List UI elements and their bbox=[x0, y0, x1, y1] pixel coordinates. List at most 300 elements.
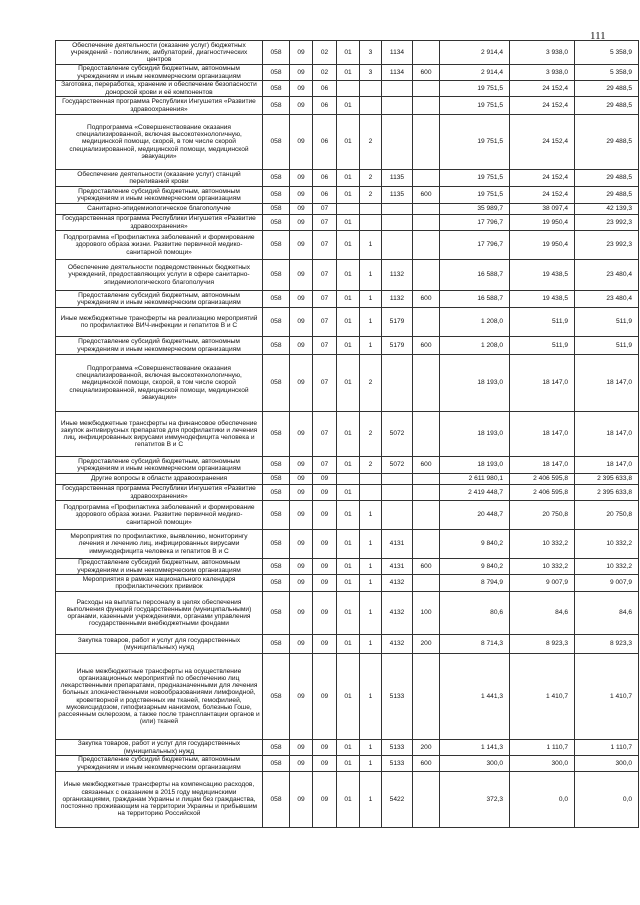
code-cell: 06 bbox=[313, 170, 337, 187]
row-name: Обеспечение деятельности подведомственных бюджетных учреждений, предоставляющих услуги в сфере санитарно-эпидемиологического благополучия bbox=[56, 260, 263, 291]
amount-cell: 2 395 633,8 bbox=[575, 474, 639, 485]
table-row bbox=[56, 592, 639, 635]
code-cell: 1 bbox=[360, 772, 382, 828]
code-cell: 01 bbox=[337, 308, 360, 337]
code-cell: 058 bbox=[263, 756, 290, 772]
amount-cell: 8 923,3 bbox=[510, 635, 575, 654]
row-name: Предоставление субсидий бюджетным, автономным учреждениям и иным некоммерческим организациям bbox=[56, 291, 263, 308]
amount-cell: 0,0 bbox=[510, 772, 575, 828]
amount-cell: 300,0 bbox=[510, 756, 575, 772]
code-cell: 09 bbox=[313, 740, 337, 756]
code-cell: 1 bbox=[360, 260, 382, 291]
row-name: Подпрограмма «Профилактика заболеваний и формирование здорового образа жизни. Развитие первичной медико-санитарной помощи» bbox=[56, 231, 263, 260]
code-cell: 09 bbox=[290, 654, 313, 740]
code-cell bbox=[413, 654, 440, 740]
code-cell: 058 bbox=[263, 115, 290, 170]
code-cell: 5179 bbox=[382, 308, 413, 337]
code-cell: 09 bbox=[313, 654, 337, 740]
amount-cell: 29 488,5 bbox=[575, 115, 639, 170]
row-name: Мероприятия по профилактике, выявлению, мониторингу лечения и лечению лиц, инфицированных вирусами иммунодефицита человека и гепатитов В и С bbox=[56, 530, 263, 559]
amount-cell: 18 147,0 bbox=[575, 412, 639, 457]
code-cell: 1134 bbox=[382, 65, 413, 81]
code-cell: 01 bbox=[337, 355, 360, 412]
code-cell: 1 bbox=[360, 756, 382, 772]
code-cell: 07 bbox=[313, 457, 337, 474]
amount-cell: 9 840,2 bbox=[440, 530, 510, 559]
code-cell: 058 bbox=[263, 337, 290, 355]
table-row bbox=[56, 501, 639, 530]
code-cell bbox=[413, 204, 440, 215]
amount-cell: 19 438,5 bbox=[510, 260, 575, 291]
code-cell: 02 bbox=[313, 41, 337, 65]
code-cell bbox=[337, 204, 360, 215]
code-cell: 06 bbox=[313, 115, 337, 170]
code-cell: 1 bbox=[360, 740, 382, 756]
amount-cell: 511,9 bbox=[575, 337, 639, 355]
code-cell: 09 bbox=[290, 530, 313, 559]
code-cell: 09 bbox=[290, 740, 313, 756]
amount-cell: 18 193,0 bbox=[440, 412, 510, 457]
code-cell: 01 bbox=[337, 187, 360, 204]
row-name: Расходы на выплаты персоналу в целях обеспечения выполнения функций государственными (муниципальными) органами, казенными учреждениями, органами управления государственными внебюджетными фондами bbox=[56, 592, 263, 635]
code-cell bbox=[360, 474, 382, 485]
code-cell: 09 bbox=[290, 291, 313, 308]
code-cell bbox=[413, 231, 440, 260]
code-cell: 600 bbox=[413, 457, 440, 474]
code-cell bbox=[382, 204, 413, 215]
code-cell: 2 bbox=[360, 355, 382, 412]
amount-cell: 1 110,7 bbox=[575, 740, 639, 756]
code-cell bbox=[382, 115, 413, 170]
table-row bbox=[56, 740, 639, 756]
amount-cell: 35 989,7 bbox=[440, 204, 510, 215]
table-row bbox=[56, 291, 639, 308]
code-cell: 09 bbox=[313, 485, 337, 501]
amount-cell: 23 480,4 bbox=[575, 291, 639, 308]
code-cell: 1132 bbox=[382, 291, 413, 308]
code-cell: 058 bbox=[263, 592, 290, 635]
code-cell: 058 bbox=[263, 575, 290, 592]
table-row bbox=[56, 654, 639, 740]
code-cell: 09 bbox=[290, 412, 313, 457]
row-name: Обеспечение деятельности (оказание услуг) бюджетных учреждений - поликлиник, амбулаторий, диагностических центров bbox=[56, 41, 263, 65]
code-cell: 09 bbox=[290, 474, 313, 485]
code-cell: 058 bbox=[263, 772, 290, 828]
row-name: Предоставление субсидий бюджетным, автономным учреждениям и иным некоммерческим организациям bbox=[56, 457, 263, 474]
amount-cell: 8 714,3 bbox=[440, 635, 510, 654]
code-cell: 600 bbox=[413, 187, 440, 204]
row-name: Государственная программа Республики Ингушетия «Развитие здравоохранения» bbox=[56, 485, 263, 501]
amount-cell: 511,9 bbox=[510, 308, 575, 337]
code-cell: 01 bbox=[337, 654, 360, 740]
code-cell: 09 bbox=[313, 474, 337, 485]
code-cell: 5133 bbox=[382, 756, 413, 772]
code-cell: 1 bbox=[360, 337, 382, 355]
amount-cell: 8 923,3 bbox=[575, 635, 639, 654]
amount-cell: 1 208,0 bbox=[440, 308, 510, 337]
code-cell: 07 bbox=[313, 260, 337, 291]
code-cell: 4131 bbox=[382, 559, 413, 575]
code-cell: 5072 bbox=[382, 412, 413, 457]
code-cell: 01 bbox=[337, 485, 360, 501]
code-cell: 1 bbox=[360, 635, 382, 654]
code-cell bbox=[413, 772, 440, 828]
code-cell: 09 bbox=[290, 81, 313, 97]
table-row bbox=[56, 355, 639, 412]
code-cell: 09 bbox=[313, 772, 337, 828]
row-name: Обеспечение деятельности (оказание услуг) станций переливаний крови bbox=[56, 170, 263, 187]
amount-cell: 24 152,4 bbox=[510, 187, 575, 204]
row-name: Санитарно-эпидемиологическое благополучие bbox=[56, 204, 263, 215]
amount-cell: 1 410,7 bbox=[575, 654, 639, 740]
code-cell: 058 bbox=[263, 457, 290, 474]
code-cell: 600 bbox=[413, 756, 440, 772]
code-cell bbox=[413, 575, 440, 592]
code-cell: 09 bbox=[290, 115, 313, 170]
table-row bbox=[56, 115, 639, 170]
code-cell: 058 bbox=[263, 65, 290, 81]
code-cell: 09 bbox=[290, 231, 313, 260]
amount-cell: 19 751,5 bbox=[440, 97, 510, 115]
code-cell: 058 bbox=[263, 474, 290, 485]
code-cell: 01 bbox=[337, 501, 360, 530]
code-cell bbox=[413, 215, 440, 231]
code-cell: 5133 bbox=[382, 740, 413, 756]
code-cell: 058 bbox=[263, 654, 290, 740]
code-cell: 09 bbox=[313, 575, 337, 592]
code-cell: 01 bbox=[337, 756, 360, 772]
amount-cell: 19 751,5 bbox=[440, 187, 510, 204]
amount-cell: 18 193,0 bbox=[440, 457, 510, 474]
amount-cell: 29 488,5 bbox=[575, 187, 639, 204]
code-cell: 01 bbox=[337, 772, 360, 828]
code-cell: 06 bbox=[313, 81, 337, 97]
code-cell: 058 bbox=[263, 412, 290, 457]
code-cell: 01 bbox=[337, 635, 360, 654]
code-cell: 06 bbox=[313, 187, 337, 204]
code-cell bbox=[382, 485, 413, 501]
page-number: 111 bbox=[590, 30, 606, 42]
code-cell: 1134 bbox=[382, 41, 413, 65]
row-name: Предоставление субсидий бюджетным, автономным учреждениям и иным некоммерческим организациям bbox=[56, 187, 263, 204]
code-cell bbox=[413, 355, 440, 412]
amount-cell: 9 007,9 bbox=[575, 575, 639, 592]
code-cell: 5179 bbox=[382, 337, 413, 355]
row-name: Предоставление субсидий бюджетным, автономным учреждениям и иным некоммерческим организациям bbox=[56, 65, 263, 81]
amount-cell: 19 751,5 bbox=[440, 115, 510, 170]
amount-cell: 23 992,3 bbox=[575, 215, 639, 231]
code-cell: 09 bbox=[290, 559, 313, 575]
code-cell bbox=[360, 97, 382, 115]
amount-cell: 2 914,4 bbox=[440, 65, 510, 81]
code-cell: 1 bbox=[360, 501, 382, 530]
code-cell: 058 bbox=[263, 559, 290, 575]
code-cell: 09 bbox=[290, 337, 313, 355]
code-cell: 058 bbox=[263, 231, 290, 260]
amount-cell: 3 938,0 bbox=[510, 65, 575, 81]
code-cell bbox=[413, 412, 440, 457]
amount-cell: 42 139,3 bbox=[575, 204, 639, 215]
amount-cell: 18 147,0 bbox=[575, 355, 639, 412]
row-name: Предоставление субсидий бюджетным, автономным учреждениям и иным некоммерческим организациям bbox=[56, 337, 263, 355]
code-cell: 07 bbox=[313, 308, 337, 337]
code-cell: 200 bbox=[413, 740, 440, 756]
code-cell: 01 bbox=[337, 740, 360, 756]
code-cell: 07 bbox=[313, 412, 337, 457]
code-cell bbox=[413, 115, 440, 170]
table-row bbox=[56, 530, 639, 559]
table-row bbox=[56, 41, 639, 65]
code-cell bbox=[360, 81, 382, 97]
amount-cell: 24 152,4 bbox=[510, 81, 575, 97]
code-cell bbox=[360, 204, 382, 215]
code-cell: 09 bbox=[290, 457, 313, 474]
code-cell: 2 bbox=[360, 115, 382, 170]
row-name: Закупка товаров, работ и услуг для государственных (муниципальных) нужд bbox=[56, 740, 263, 756]
code-cell bbox=[382, 81, 413, 97]
code-cell: 07 bbox=[313, 337, 337, 355]
code-cell bbox=[413, 41, 440, 65]
code-cell: 09 bbox=[290, 485, 313, 501]
amount-cell: 20 448,7 bbox=[440, 501, 510, 530]
amount-cell: 20 750,8 bbox=[575, 501, 639, 530]
code-cell bbox=[382, 215, 413, 231]
code-cell: 2 bbox=[360, 187, 382, 204]
code-cell: 09 bbox=[290, 308, 313, 337]
row-name: Предоставление субсидий бюджетным, автономным учреждениям и иным некоммерческим организациям bbox=[56, 756, 263, 772]
table-row bbox=[56, 756, 639, 772]
code-cell: 09 bbox=[290, 592, 313, 635]
code-cell bbox=[413, 260, 440, 291]
code-cell: 09 bbox=[313, 635, 337, 654]
row-name: Государственная программа Республики Ингушетия «Развитие здравоохранения» bbox=[56, 215, 263, 231]
amount-cell: 511,9 bbox=[510, 337, 575, 355]
amount-cell: 19 950,4 bbox=[510, 215, 575, 231]
row-name: Заготовка, переработка, хранение и обеспечение безопасности донорской крови и её компонентов bbox=[56, 81, 263, 97]
code-cell: 01 bbox=[337, 170, 360, 187]
code-cell: 058 bbox=[263, 485, 290, 501]
code-cell bbox=[382, 501, 413, 530]
code-cell: 058 bbox=[263, 215, 290, 231]
amount-cell: 84,6 bbox=[510, 592, 575, 635]
code-cell bbox=[382, 231, 413, 260]
code-cell: 01 bbox=[337, 530, 360, 559]
amount-cell: 19 950,4 bbox=[510, 231, 575, 260]
code-cell: 1 bbox=[360, 530, 382, 559]
amount-cell: 18 147,0 bbox=[510, 457, 575, 474]
amount-cell: 9 840,2 bbox=[440, 559, 510, 575]
amount-cell: 1 441,3 bbox=[440, 654, 510, 740]
amount-cell: 10 332,2 bbox=[575, 530, 639, 559]
code-cell: 3 bbox=[360, 65, 382, 81]
amount-cell: 18 147,0 bbox=[510, 355, 575, 412]
code-cell bbox=[382, 97, 413, 115]
code-cell: 1 bbox=[360, 308, 382, 337]
code-cell: 07 bbox=[313, 204, 337, 215]
table-row bbox=[56, 474, 639, 485]
table-row bbox=[56, 575, 639, 592]
amount-cell: 8 794,9 bbox=[440, 575, 510, 592]
code-cell bbox=[413, 474, 440, 485]
code-cell: 09 bbox=[290, 215, 313, 231]
budget-table bbox=[55, 40, 639, 828]
table-row bbox=[56, 231, 639, 260]
code-cell: 09 bbox=[290, 65, 313, 81]
code-cell: 01 bbox=[337, 457, 360, 474]
code-cell: 1132 bbox=[382, 260, 413, 291]
code-cell: 1 bbox=[360, 231, 382, 260]
code-cell: 1 bbox=[360, 559, 382, 575]
code-cell bbox=[360, 215, 382, 231]
code-cell: 09 bbox=[290, 260, 313, 291]
code-cell: 058 bbox=[263, 530, 290, 559]
table-row bbox=[56, 485, 639, 501]
code-cell bbox=[413, 501, 440, 530]
table-row bbox=[56, 308, 639, 337]
code-cell bbox=[360, 485, 382, 501]
row-name: Подпрограмма «Профилактика заболеваний и формирование здорового образа жизни. Развитие первичной медико-санитарной помощи» bbox=[56, 501, 263, 530]
code-cell: 09 bbox=[290, 772, 313, 828]
row-name: Подпрограмма «Совершенствование оказания специализированной, включая высокотехнологичную, медицинской помощи, скорой, в том числе скорой специализированной, медицинской помощи, медицинской эвакуации» bbox=[56, 115, 263, 170]
amount-cell: 300,0 bbox=[575, 756, 639, 772]
amount-cell: 9 007,9 bbox=[510, 575, 575, 592]
amount-cell: 1 208,0 bbox=[440, 337, 510, 355]
code-cell: 09 bbox=[290, 187, 313, 204]
amount-cell: 19 751,5 bbox=[440, 170, 510, 187]
amount-cell: 18 193,0 bbox=[440, 355, 510, 412]
code-cell: 058 bbox=[263, 204, 290, 215]
code-cell: 058 bbox=[263, 81, 290, 97]
amount-cell: 2 406 595,8 bbox=[510, 474, 575, 485]
amount-cell: 2 914,4 bbox=[440, 41, 510, 65]
code-cell: 3 bbox=[360, 41, 382, 65]
code-cell: 058 bbox=[263, 355, 290, 412]
amount-cell: 29 488,5 bbox=[575, 81, 639, 97]
code-cell: 09 bbox=[290, 635, 313, 654]
code-cell: 058 bbox=[263, 635, 290, 654]
code-cell: 09 bbox=[290, 170, 313, 187]
amount-cell: 80,6 bbox=[440, 592, 510, 635]
amount-cell: 2 611 980,1 bbox=[440, 474, 510, 485]
code-cell: 09 bbox=[290, 575, 313, 592]
code-cell: 01 bbox=[337, 575, 360, 592]
code-cell: 058 bbox=[263, 740, 290, 756]
code-cell: 01 bbox=[337, 97, 360, 115]
amount-cell: 16 588,7 bbox=[440, 291, 510, 308]
code-cell: 09 bbox=[313, 756, 337, 772]
amount-cell: 17 796,7 bbox=[440, 231, 510, 260]
amount-cell: 16 588,7 bbox=[440, 260, 510, 291]
row-name: Другие вопросы в области здравоохранения bbox=[56, 474, 263, 485]
amount-cell: 1 410,7 bbox=[510, 654, 575, 740]
table-row bbox=[56, 187, 639, 204]
table-row bbox=[56, 559, 639, 575]
code-cell: 058 bbox=[263, 97, 290, 115]
code-cell: 5133 bbox=[382, 654, 413, 740]
code-cell: 01 bbox=[337, 592, 360, 635]
code-cell: 07 bbox=[313, 291, 337, 308]
amount-cell: 1 141,3 bbox=[440, 740, 510, 756]
amount-cell: 3 938,0 bbox=[510, 41, 575, 65]
code-cell: 1 bbox=[360, 654, 382, 740]
amount-cell: 24 152,4 bbox=[510, 170, 575, 187]
code-cell bbox=[413, 485, 440, 501]
code-cell: 01 bbox=[337, 260, 360, 291]
amount-cell: 23 480,4 bbox=[575, 260, 639, 291]
amount-cell: 372,3 bbox=[440, 772, 510, 828]
code-cell bbox=[413, 97, 440, 115]
code-cell: 09 bbox=[290, 355, 313, 412]
code-cell: 600 bbox=[413, 337, 440, 355]
code-cell: 600 bbox=[413, 65, 440, 81]
code-cell: 2 bbox=[360, 457, 382, 474]
amount-cell: 18 147,0 bbox=[510, 412, 575, 457]
code-cell bbox=[413, 170, 440, 187]
amount-cell: 17 796,7 bbox=[440, 215, 510, 231]
row-name: Иные межбюджетные трансферты на реализацию мероприятий по профилактике ВИЧ-инфекции и гепатитов В и С bbox=[56, 308, 263, 337]
table-row bbox=[56, 170, 639, 187]
code-cell: 09 bbox=[290, 41, 313, 65]
amount-cell: 2 395 633,8 bbox=[575, 485, 639, 501]
code-cell bbox=[382, 355, 413, 412]
code-cell: 058 bbox=[263, 308, 290, 337]
code-cell bbox=[413, 308, 440, 337]
code-cell: 058 bbox=[263, 291, 290, 308]
amount-cell: 2 406 595,8 bbox=[510, 485, 575, 501]
amount-cell: 18 147,0 bbox=[575, 457, 639, 474]
code-cell: 07 bbox=[313, 231, 337, 260]
table-row bbox=[56, 81, 639, 97]
amount-cell: 2 419 448,7 bbox=[440, 485, 510, 501]
amount-cell: 38 097,4 bbox=[510, 204, 575, 215]
table-row bbox=[56, 260, 639, 291]
code-cell: 1135 bbox=[382, 187, 413, 204]
code-cell: 4132 bbox=[382, 575, 413, 592]
code-cell: 09 bbox=[313, 530, 337, 559]
code-cell: 2 bbox=[360, 412, 382, 457]
row-name: Мероприятия в рамках национального календаря профилактических прививок bbox=[56, 575, 263, 592]
row-name: Иные межбюджетные трансферты на компенсацию расходов, связанных с оказанием в 2015 году медицинскими организациями, гражданам Украины и лицам без гражданства, постоянно проживающим на территории Украины и прибывшим на территорию Российской bbox=[56, 772, 263, 828]
amount-cell: 10 332,2 bbox=[510, 530, 575, 559]
table-row bbox=[56, 65, 639, 81]
table-row bbox=[56, 457, 639, 474]
code-cell: 1135 bbox=[382, 170, 413, 187]
amount-cell: 84,6 bbox=[575, 592, 639, 635]
table-row bbox=[56, 337, 639, 355]
code-cell: 5072 bbox=[382, 457, 413, 474]
code-cell: 01 bbox=[337, 412, 360, 457]
code-cell: 01 bbox=[337, 215, 360, 231]
table-row bbox=[56, 215, 639, 231]
row-name: Подпрограмма «Совершенствование оказания специализированной, включая высокотехнологичную, медицинской помощи, скорой, в том числе скорой специализированной, медицинской помощи, медицинской эвакуации» bbox=[56, 355, 263, 412]
table-row bbox=[56, 635, 639, 654]
code-cell: 09 bbox=[313, 501, 337, 530]
code-cell: 01 bbox=[337, 291, 360, 308]
code-cell: 058 bbox=[263, 41, 290, 65]
code-cell: 1 bbox=[360, 592, 382, 635]
code-cell: 07 bbox=[313, 355, 337, 412]
code-cell: 01 bbox=[337, 41, 360, 65]
row-name: Иные межбюджетные трансферты на финансовое обеспечение закупок антивирусных препаратов для профилактики и лечения лиц, инфицированных вирусами иммунодефицита человека и гепатитов В и С bbox=[56, 412, 263, 457]
code-cell: 5422 bbox=[382, 772, 413, 828]
code-cell: 1 bbox=[360, 575, 382, 592]
amount-cell: 20 750,8 bbox=[510, 501, 575, 530]
table-row bbox=[56, 772, 639, 828]
table-row bbox=[56, 97, 639, 115]
code-cell: 600 bbox=[413, 291, 440, 308]
row-name: Закупка товаров, работ и услуг для государственных (муниципальных) нужд bbox=[56, 635, 263, 654]
code-cell: 4132 bbox=[382, 592, 413, 635]
